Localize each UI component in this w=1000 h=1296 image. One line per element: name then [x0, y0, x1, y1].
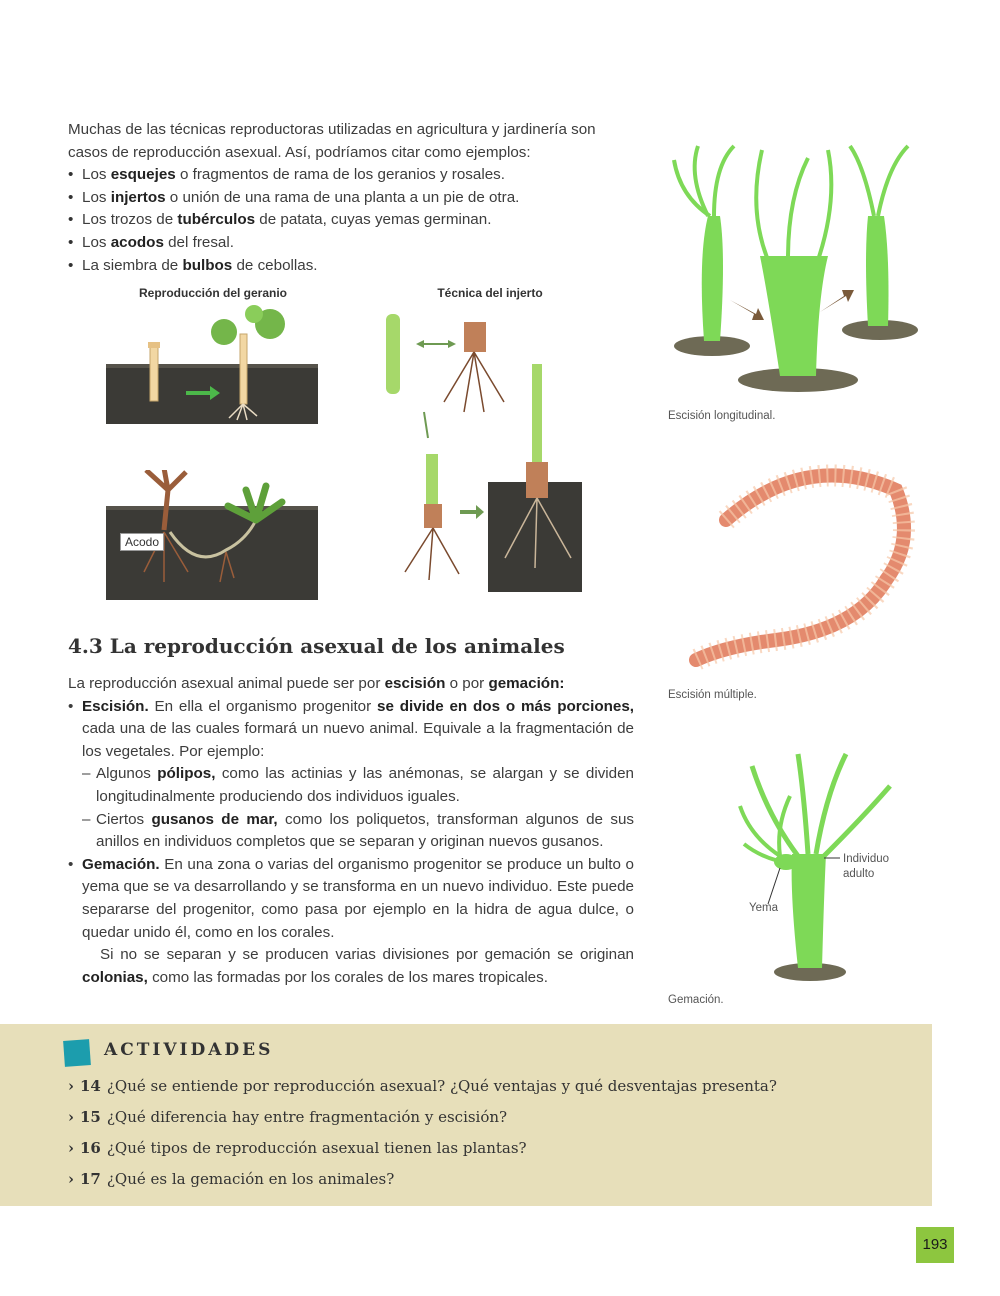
- injerto-illustration: [380, 304, 590, 604]
- injerto-figure-title: Técnica del injerto: [437, 286, 543, 300]
- gemacion-item: • Gemación. En una zona o varias del organismo progenitor se produce un bulto o yema que se va desarrollando y se transforma en un nuevo individuo. Este puede separarse del progenitor, como pasa por ejemplo en la hidra de agua dulce, o quedar unido él, como en los corales.: [68, 854, 634, 944]
- activities-square-icon: [63, 1039, 91, 1067]
- polipos-item: – Algunos pólipos, como las actinias y las anémonas, se alargan y se dividen longitudinalmente produciendo dos individuos iguales.: [68, 763, 634, 808]
- escision-longitudinal-illustration: [668, 136, 926, 398]
- caption-gemacion: Gemación.: [668, 994, 724, 1006]
- geranio-figure-title: Reproducción del geranio: [138, 286, 288, 300]
- activities-title: ACTIVIDADES: [104, 1040, 274, 1060]
- animal-intro: La reproducción asexual animal puede ser por escisión o por gemación:: [68, 675, 565, 692]
- activities-list: [68, 1074, 777, 1198]
- section-heading: 4.3 La reproducción asexual de los animales: [68, 634, 565, 658]
- chevron-right-icon: ›: [68, 1170, 74, 1188]
- activity-item: › 15 ¿Qué diferencia hay entre fragmentación y escisión?: [68, 1108, 508, 1126]
- escision-item: • Escisión. En ella el organismo progenitor se divide en dos o más porciones, cada una de las cuales formará un nuevo animal. Equivale a la fragmentación de los vegetales. Por ejemplo:: [68, 696, 634, 764]
- list-item: • Los injertos o unión de una rama de una planta a un pie de otra.: [68, 187, 638, 210]
- gusanos-item: – Ciertos gusanos de mar, como los poliquetos, transforman algunos de sus anillos en individuos completos que se separan y originan nuevos gusanos.: [68, 809, 634, 854]
- activity-item: › 16 ¿Qué tipos de reproducción asexual tienen las plantas?: [68, 1139, 527, 1157]
- escision-multiple-illustration: [686, 460, 926, 680]
- geranio-cutting-illustration: [106, 304, 318, 424]
- list-item: • Los esquejes o fragmentos de rama de los geranios y rosales.: [68, 164, 638, 187]
- colonias-paragraph: Si no se separan y se producen varias divisiones por gemación se originan colonias, como las formadas por los corales de los mares tropicales.: [82, 946, 634, 986]
- technique-list: [68, 164, 638, 277]
- activity-item: › 14 ¿Qué se entiende por reproducción asexual? ¿Qué ventajas y qué desventajas presenta?: [68, 1077, 777, 1095]
- chevron-right-icon: ›: [68, 1108, 74, 1126]
- list-item: • La siembra de bulbos de cebollas.: [68, 255, 638, 278]
- caption-escision-multiple: Escisión múltiple.: [668, 689, 757, 701]
- activity-item: › 17 ¿Qué es la gemación en los animales?: [68, 1170, 395, 1188]
- page-number: 193: [916, 1227, 954, 1263]
- caption-escision-longitudinal: Escisión longitudinal.: [668, 410, 776, 422]
- acodo-label: Acodo: [120, 533, 164, 551]
- intro-paragraph: Muchas de las técnicas reproductoras utilizadas en agricultura y jardinería son casos de reproducción asexual. Así, podríamos citar como ejemplos:: [68, 121, 596, 161]
- list-item: • Los acodos del fresal.: [68, 232, 638, 255]
- label-individuo-adulto: Individuo adulto: [843, 853, 890, 880]
- animal-reproduction-text: [68, 673, 634, 989]
- intro-text: [68, 119, 638, 277]
- list-item: • Los trozos de tubérculos de patata, cuyas yemas germinan.: [68, 209, 638, 232]
- chevron-right-icon: ›: [68, 1139, 74, 1157]
- label-yema: Yema: [749, 902, 778, 914]
- chevron-right-icon: ›: [68, 1077, 74, 1095]
